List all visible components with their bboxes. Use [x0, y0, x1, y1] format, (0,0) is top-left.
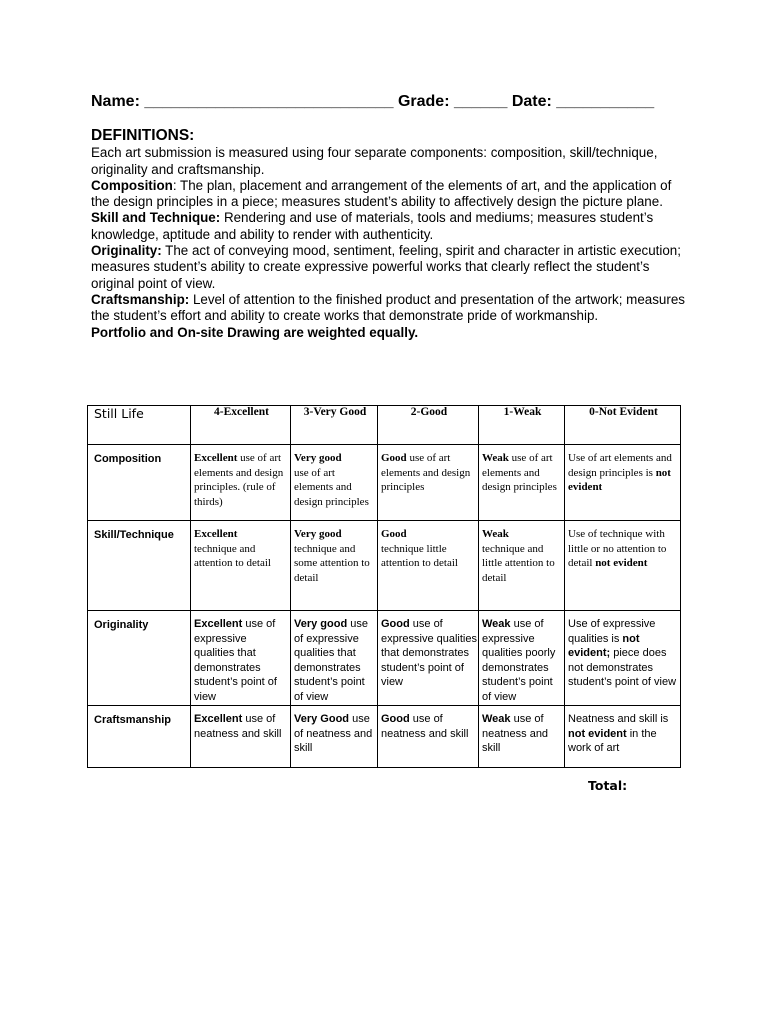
rubric-cell: Use of technique with little or no attention to detail not evident: [565, 521, 681, 611]
rubric-cell: Good use of art elements and design principles: [378, 445, 479, 521]
rubric-cell: Weak use of art elements and design principles: [479, 445, 565, 521]
rubric-header-row: [88, 406, 681, 445]
rubric-row-craftsmanship: [88, 706, 681, 768]
definition-craftsmanship: [91, 292, 691, 325]
definitions-title: DEFINITIONS:: [91, 127, 195, 144]
rubric-cell: Excellent technique and attention to detail: [191, 521, 291, 611]
definition-term: Skill and Technique:: [91, 210, 221, 226]
rubric-cell: Very good technique and some attention to detail: [291, 521, 378, 611]
level-header: 0-Not Evident: [565, 406, 681, 445]
rubric-cell: Weak technique and little attention to detail: [479, 521, 565, 611]
grade-blank[interactable]: ______: [453, 93, 508, 110]
total-label: Total:: [588, 778, 628, 793]
row-category: Skill/Technique: [88, 521, 191, 611]
row-category: Composition: [88, 445, 191, 521]
level-header: 1-Weak: [479, 406, 565, 445]
rubric-cell: Very good use of art elements and design principles: [291, 445, 378, 521]
rubric-cell: Weak use of neatness and skill: [479, 706, 565, 768]
level-header: 4-Excellent: [191, 406, 291, 445]
definition-text: Level of attention to the finished product and presentation of the artwork; measures the student’s effort and ability to create works that demonstrate pride of workmanship.: [91, 291, 685, 324]
definition-text: : The plan, placement and arrangement of the elements of art, and the application of the design principles in a piece; measures student’s ability to affectively design the picture plane.: [91, 177, 672, 210]
definition-composition: [91, 178, 691, 211]
rubric-cell: Good use of neatness and skill: [378, 706, 479, 768]
rubric-cell: Excellent use of neatness and skill: [191, 706, 291, 768]
level-header: 3-Very Good: [291, 406, 378, 445]
rubric-cell: Weak use of expressive qualities poorly demonstrates student’s point of view: [479, 611, 565, 706]
rubric-cell: Good use of expressive qualities that demonstrates student’s point of view: [378, 611, 479, 706]
rubric-cell: Use of art elements and design principles is not evident: [565, 445, 681, 521]
grade-label: Grade:: [393, 93, 454, 110]
student-info-line: [91, 93, 654, 111]
rubric-cell: Very Good use of neatness and skill: [291, 706, 378, 768]
definition-originality: [91, 243, 691, 292]
definition-skill-technique: [91, 210, 691, 243]
rubric-row-originality: [88, 611, 681, 706]
date-label: Date:: [507, 93, 557, 110]
rubric-cell: Excellent use of expressive qualities that demonstrates student’s point of view: [191, 611, 291, 706]
rubric-title: Still Life: [88, 406, 191, 445]
definition-term: Originality:: [91, 243, 162, 259]
definitions-section: [91, 128, 691, 341]
definition-term: Craftsmanship:: [91, 291, 190, 307]
level-header: 2-Good: [378, 406, 479, 445]
rubric-table: [87, 405, 681, 768]
rubric-row-skill-technique: [88, 521, 681, 611]
rubric-cell: Excellent use of art elements and design principles. (rule of thirds): [191, 445, 291, 521]
rubric-row-composition: [88, 445, 681, 521]
name-blank[interactable]: ____________________________: [144, 93, 394, 110]
name-label: Name:: [91, 93, 145, 110]
definition-term: Composition: [91, 177, 173, 193]
definition-text: Rendering and use of materials, tools and mediums; measures student’s knowledge, aptitude and ability to render with authenticity.: [91, 210, 654, 242]
definition-text: The act of conveying mood, sentiment, feeling, spirit and character in artistic execution; measures student’s ability to create expressive powerful works that clearly reflect the student’s original point of view.: [91, 243, 681, 291]
definitions-intro: Each art submission is measured using four separate components: composition, skill/technique, originality and craftsmanship.: [91, 145, 658, 177]
row-category: Craftsmanship: [88, 706, 191, 768]
row-category: Originality: [88, 611, 191, 706]
rubric-cell: Use of expressive qualities is not evident; piece does not demonstrates student’s point of view: [565, 611, 681, 706]
date-blank[interactable]: ___________: [556, 93, 655, 110]
weighting-note: Portfolio and On-site Drawing are weighted equally.: [91, 324, 419, 340]
rubric-cell: Very good use of expressive qualities that demonstrates student’s point of view: [291, 611, 378, 706]
rubric-cell: Good technique little attention to detail: [378, 521, 479, 611]
rubric-cell: Neatness and skill is not evident in the work of art: [565, 706, 681, 768]
